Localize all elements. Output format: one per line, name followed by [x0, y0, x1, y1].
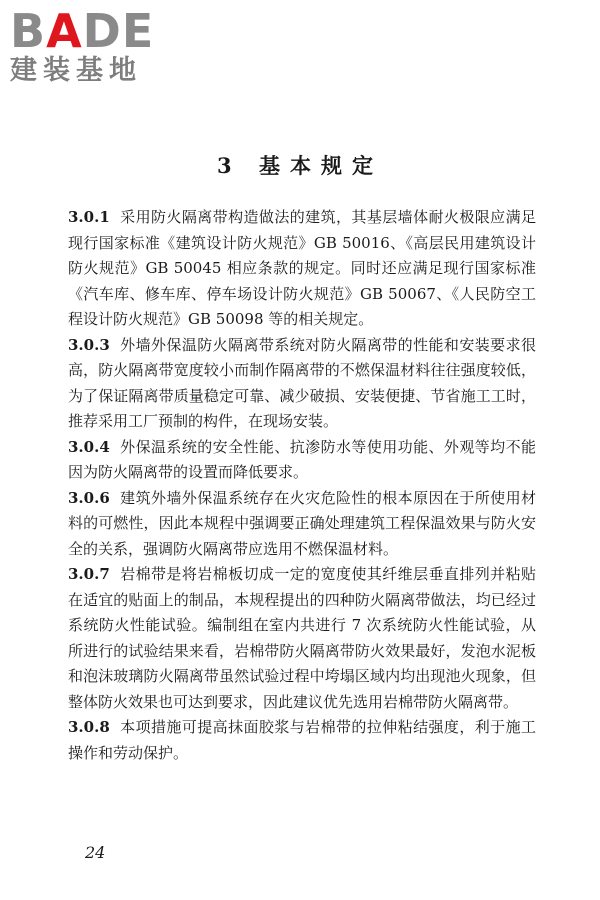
bade-logo [10, 4, 180, 86]
clause-3-0-7 [68, 562, 536, 715]
clause-3-0-4 [68, 435, 536, 486]
chapter-title: 3 基本规定 [217, 153, 383, 178]
logo-wordmark [10, 4, 180, 58]
logo-accent-letter: A [46, 4, 83, 58]
logo-letters: DE [82, 4, 155, 58]
clause-3-0-6 [68, 486, 536, 563]
clause-number: 3.0.3 [68, 335, 110, 354]
logo-subtitle: 建装基地 [10, 55, 142, 86]
page-number: 24 [85, 843, 106, 862]
clause-text: 外墙外保温防火隔离带系统对防火隔离带的性能和安装要求很高，防火隔离带宽度较小而制作隔离带的不燃保温材料往往强度较低，为了保证隔离带质量稳定可靠、减少破损、安装便捷、节省施工工时，推荐采用工厂预制的构件，在现场安装。 [68, 335, 536, 430]
clause-number: 3.0.1 [68, 208, 110, 226]
clause-text: 采用防火隔离带构造做法的建筑，其基层墙体耐火极限应满足现行国家标准《建筑设计防火规范》GB 50016、《高层民用建筑设计防火规范》GB 50045 相应条款的规定。同时还应满足现行国家标准《汽车库、修车库、停车场设计防火规范》GB 50067、《人民防空工程设计防火规范》GB 50098 等的相关规定。 [68, 208, 536, 328]
clause-3-0-8 [68, 715, 536, 766]
clause-number: 3.0.8 [68, 718, 110, 736]
clause-3-0-3 [68, 333, 536, 435]
clause-text: 岩棉带是将岩棉板切成一定的宽度使其纤维层垂直排列并粘贴在适宜的贴面上的制品，本规程提出的四种防火隔离带做法，均已经过系统防火性能试验。编制组在室内共进行 7 次系统防火性能试验，从所进行的试验结果来看，岩棉带防火隔离带防火效果最好，发泡水泥板和泡沫玻璃防火隔离带虽然试验过程中垮塌区域内均出现池火现象，但整体防火效果也可达到要求，因此建议优先选用岩棉带防火隔离带。 [68, 565, 536, 711]
logo-letter: B [10, 4, 47, 58]
clause-text: 建筑外墙外保温系统存在火灾危险性的根本原因在于所使用材料的可燃性，因此本规程中强调要正确处理建筑工程保温效果与防火安全的关系，强调防火隔离带应选用不燃保温材料。 [68, 488, 536, 558]
clause-number: 3.0.4 [68, 437, 110, 456]
clause-list [68, 205, 536, 766]
clause-text: 外保温系统的安全性能、抗渗防水等使用功能、外观等均不能因为防火隔离带的设置而降低要求。 [68, 437, 536, 481]
clause-number: 3.0.7 [68, 565, 110, 583]
clause-number: 3.0.6 [68, 488, 110, 507]
clause-3-0-1 [68, 205, 536, 333]
clause-text: 本项措施可提高抹面胶浆与岩棉带的拉伸粘结强度，利于施工操作和劳动保护。 [68, 718, 536, 762]
